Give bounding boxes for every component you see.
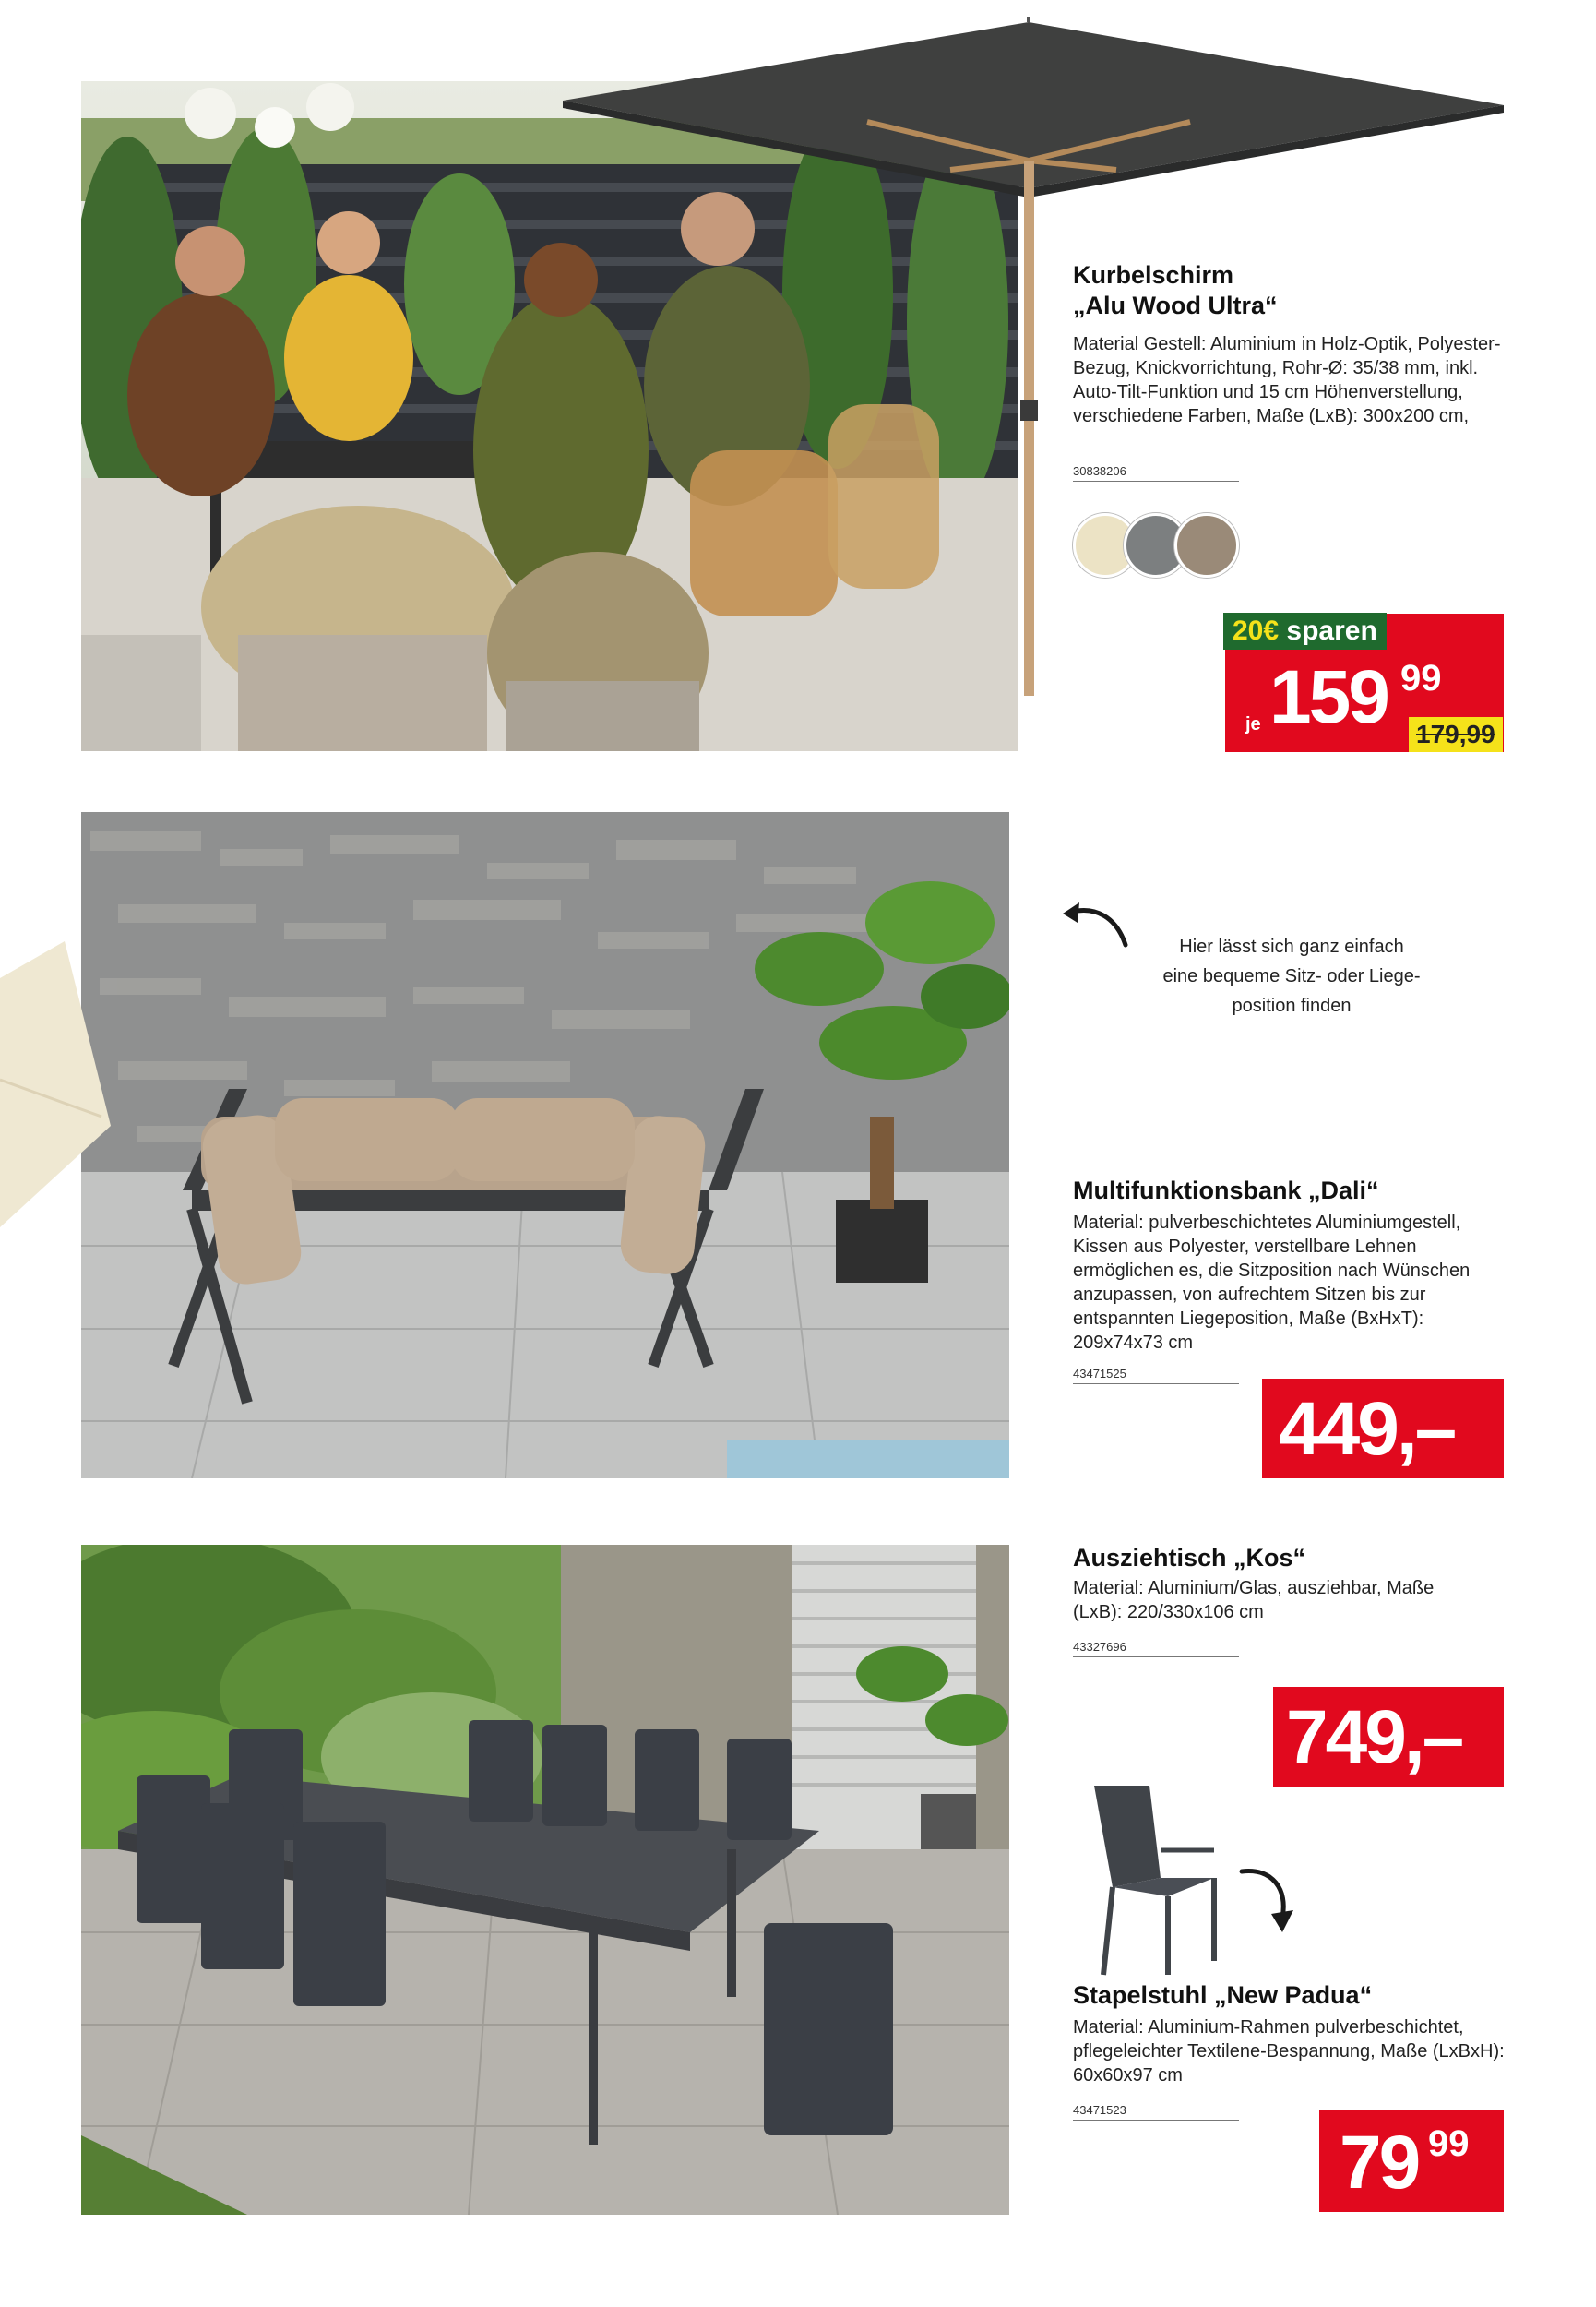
price-value: 749,– <box>1286 1695 1462 1779</box>
product-title: Ausziehtisch „Kos“ <box>1073 1544 1306 1572</box>
product-sku: 43471525 <box>1073 1367 1239 1384</box>
product-description: Material Gestell: Aluminium in Holz-Optik, Polyester-Bezug, Knickvorrichtung, Rohr-Ø: 35/38 mm, inkl. Auto-Tilt-Funktion und 15 cm Höhenverstellung, verschiedene Farben, Maße (LxB): 300x200 cm, <box>1073 334 1501 426</box>
price-tag <box>1319 2110 1504 2212</box>
price-cents: 99 <box>1400 658 1442 699</box>
table-set-photo <box>81 1545 1009 2215</box>
save-badge <box>1223 613 1387 650</box>
old-price: 179,99 <box>1409 717 1503 752</box>
product-title <box>1073 260 1553 321</box>
save-amount: 20€ <box>1233 616 1280 646</box>
price-main: 79 <box>1340 2121 1419 2205</box>
product-sku: 43327696 <box>1073 1640 1239 1657</box>
price-cents: 99 <box>1428 2123 1470 2164</box>
price-value: 449,– <box>1279 1387 1455 1471</box>
price-prefix: je <box>1245 714 1261 735</box>
callout-line2: eine bequeme Sitz- oder Liege- <box>1162 966 1421 986</box>
callout-text <box>1126 932 1458 1021</box>
product-title-line2: „Alu Wood Ultra“ <box>1073 292 1278 319</box>
price-tag <box>1262 1379 1504 1478</box>
save-word: sparen <box>1286 616 1377 646</box>
product-sku: 30838206 <box>1073 464 1239 482</box>
product-sku: 43471523 <box>1073 2103 1239 2121</box>
product-description: Material: Aluminium-Rahmen pulverbeschichtet, pflegeleichter Textilene-Bespannung, Maße (LxBxH): 60x60x97 cm <box>1073 2017 1505 2086</box>
callout-line3: position finden <box>1232 996 1352 1016</box>
product-title: Stapelstuhl „New Padua“ <box>1073 1981 1373 2009</box>
price-main: 159 <box>1269 655 1388 739</box>
product-title: Multifunktionsbank „Dali“ <box>1073 1177 1379 1204</box>
curved-arrow-icon <box>1236 1862 1301 1936</box>
curved-arrow-icon <box>1059 897 1133 952</box>
umbrella-edge-image <box>0 941 129 1246</box>
price-tag <box>1273 1687 1504 1787</box>
product-description: Material: Aluminium/Glas, ausziehbar, Maße (LxB): 220/330x106 cm <box>1073 1578 1435 1622</box>
callout-line1: Hier lässt sich ganz einfach <box>1179 937 1404 957</box>
product-description: Material: pulverbeschichtetes Aluminiumgestell, Kissen aus Polyester, verstellbare Lehnen ermöglichen es, die Sitzposition nach Wünschen anzupassen, von aufrechtem Sitzen bis zur entspannten Liegeposition, Maße (BxHxT): 209x74x73 cm <box>1073 1213 1471 1353</box>
product-title-line1: Kurbelschirm <box>1073 261 1234 289</box>
color-swatch-taupe[interactable] <box>1174 513 1239 578</box>
bench-photo <box>81 812 1009 1478</box>
stacking-chair-image <box>1076 1786 1242 1979</box>
